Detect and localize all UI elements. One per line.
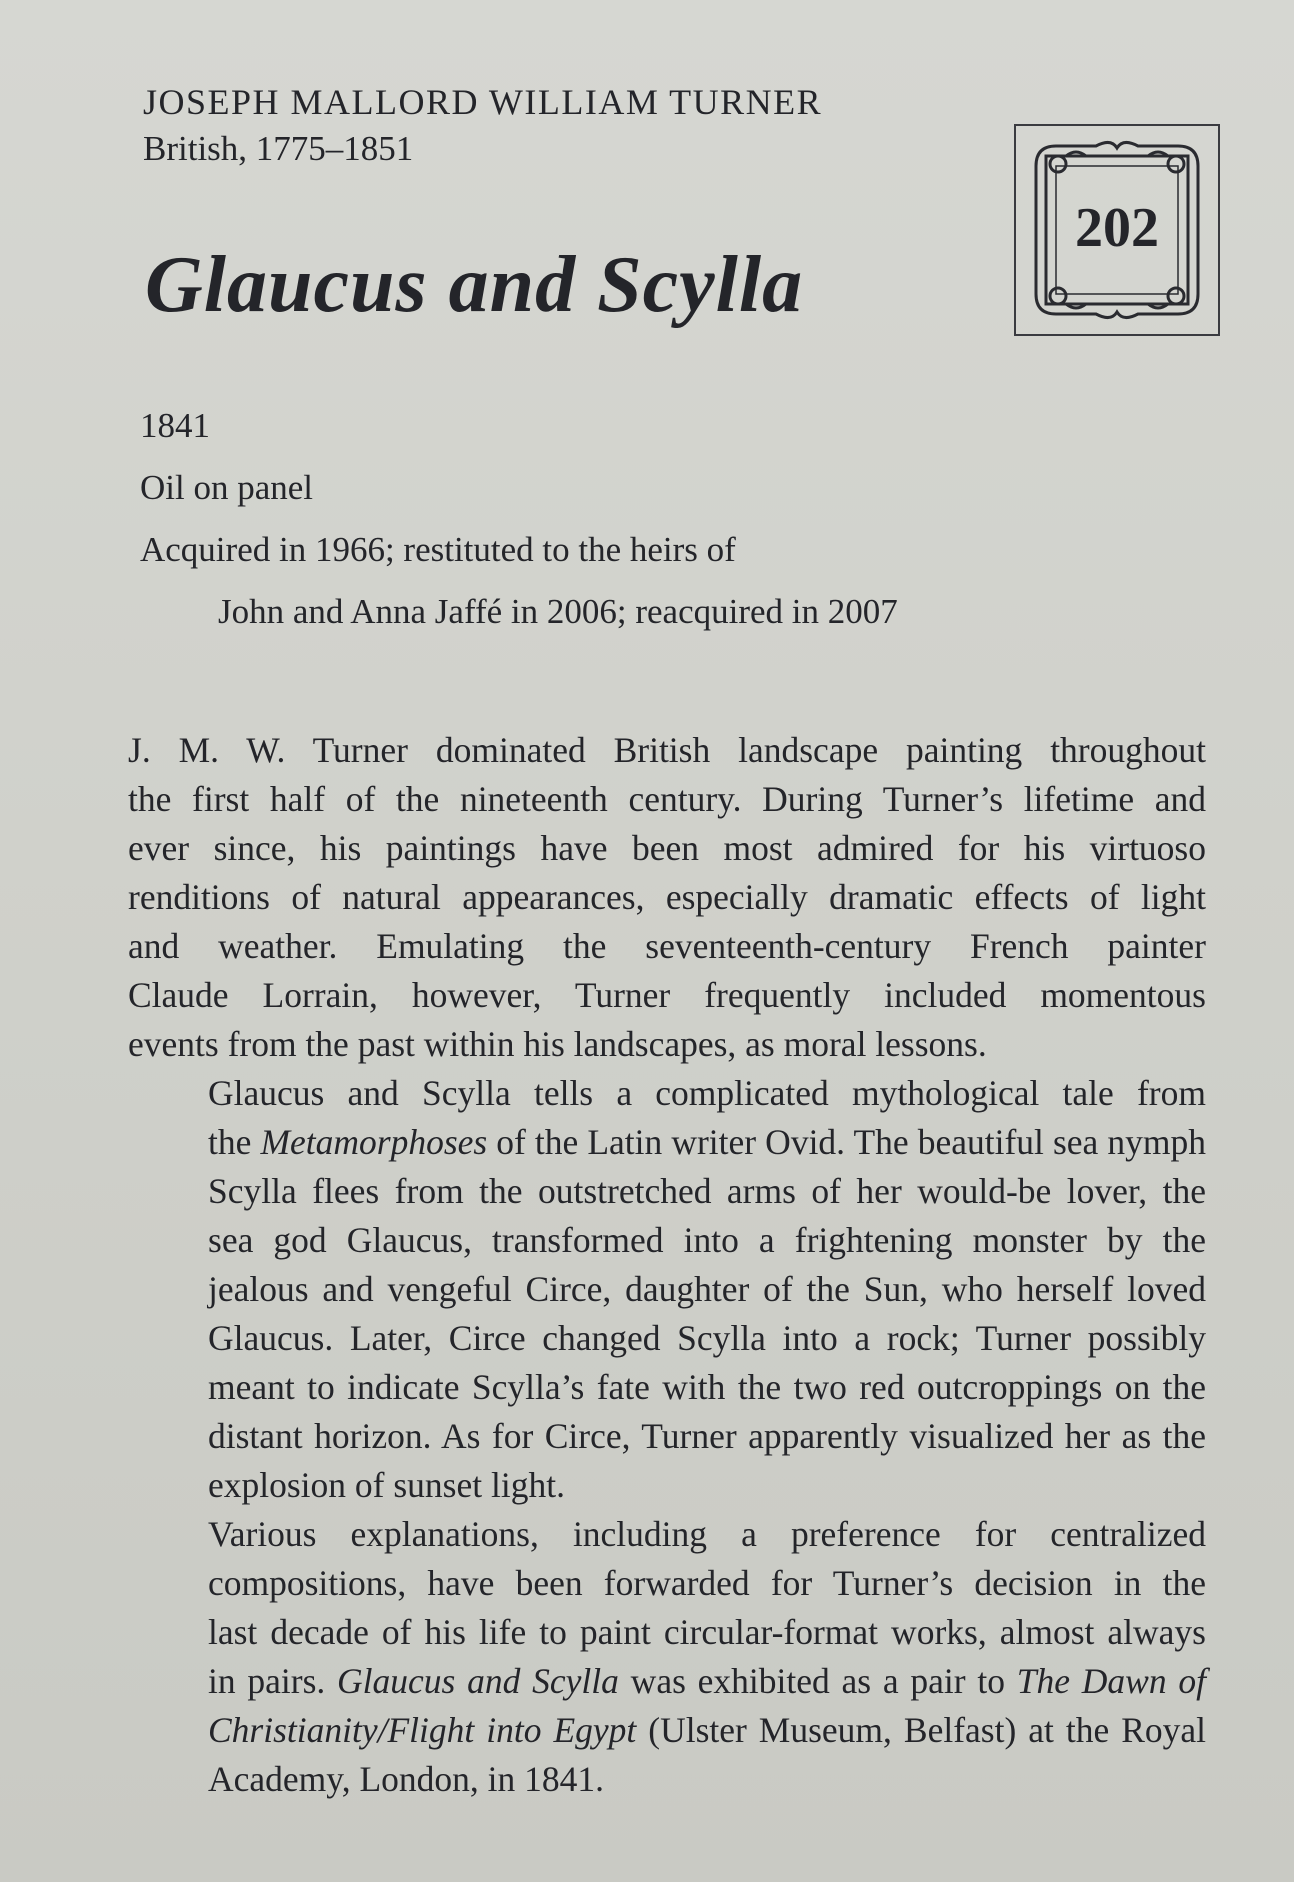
artist-header (143, 82, 963, 171)
text-line: Scylla flees from the outstretched arms of her would-be lover, the (208, 1171, 1206, 1211)
text-line: renditions of natural appearances, especially dramatic effects of light (128, 877, 1206, 917)
artwork-medium: Oil on panel (140, 468, 314, 507)
text-line: ever since, his paintings have been most admired for his virtuoso (128, 828, 1206, 868)
text-line: Various explanations, including a preference for centralized (208, 1514, 1206, 1554)
text-line: meant to indicate Scylla’s fate with the two red outcroppings on the (208, 1367, 1206, 1407)
text-run: was exhibited as a pair to (618, 1661, 1017, 1701)
paragraph-2 (128, 1069, 1206, 1510)
artwork-details (140, 395, 898, 643)
text-line: Academy, London, in 1841. (208, 1759, 605, 1799)
text-run: in pairs. (208, 1661, 338, 1701)
paragraph-3 (128, 1510, 1206, 1804)
text-line: distant horizon. As for Circe, Turner apparently visualized her as the (208, 1416, 1206, 1456)
provenance-line-1: Acquired in 1966; restituted to the heirs of (140, 530, 736, 569)
text-line: last decade of his life to paint circular-format works, almost always (208, 1612, 1206, 1652)
artwork-title: Glaucus and Scylla (145, 241, 804, 329)
artwork-date: 1841 (140, 406, 210, 445)
paragraph-1 (128, 726, 1206, 1069)
text-line (128, 1706, 1206, 1755)
text-line (128, 1118, 1206, 1167)
text-line: sea god Glaucus, transformed into a frightening monster by the (208, 1220, 1206, 1260)
text-line: compositions, have been forwarded for Turner’s decision in the (208, 1563, 1206, 1603)
pair-title-italic: Christianity/Flight into Egypt (208, 1710, 637, 1750)
text-line: Claude Lorrain, however, Turner frequently included momentous (128, 975, 1206, 1015)
catalog-number: 202 (1075, 197, 1159, 259)
artist-nationality-dates: British, 1775–1851 (143, 129, 414, 169)
text-run: the (208, 1122, 261, 1162)
text-run: of the Latin writer Ovid. The beautiful sea nymph (487, 1122, 1206, 1162)
text-run: (Ulster Museum, Belfast) at the Royal (636, 1710, 1206, 1750)
text-line: and weather. Emulating the seventeenth-century French painter (128, 926, 1206, 966)
text-line: Glaucus and Scylla tells a complicated mythological tale from (208, 1073, 1206, 1113)
label-body-text (128, 726, 1206, 1804)
provenance-line-2: John and Anna Jaffé in 2006; reacquired in 2007 (218, 592, 898, 631)
text-line (128, 1657, 1206, 1706)
text-line: explosion of sunset light. (208, 1465, 565, 1505)
artist-name: JOSEPH MALLORD WILLIAM TURNER (143, 82, 823, 122)
text-line: J. M. W. Turner dominated British landscape painting throughout (128, 730, 1206, 770)
catalog-number-badge (1014, 124, 1220, 336)
pair-title-italic: The Dawn of (1016, 1661, 1206, 1701)
artwork-title-italic: Glaucus and Scylla (337, 1661, 619, 1701)
text-line: jealous and vengeful Circe, daughter of the Sun, who herself loved (208, 1269, 1206, 1309)
text-line: the first half of the nineteenth century. During Turner’s lifetime and (128, 779, 1206, 819)
text-line: events from the past within his landscapes, as moral lessons. (128, 1024, 987, 1064)
text-line: Glaucus. Later, Circe changed Scylla into a rock; Turner possibly (208, 1318, 1206, 1358)
book-title-metamorphoses: Metamorphoses (260, 1122, 488, 1162)
